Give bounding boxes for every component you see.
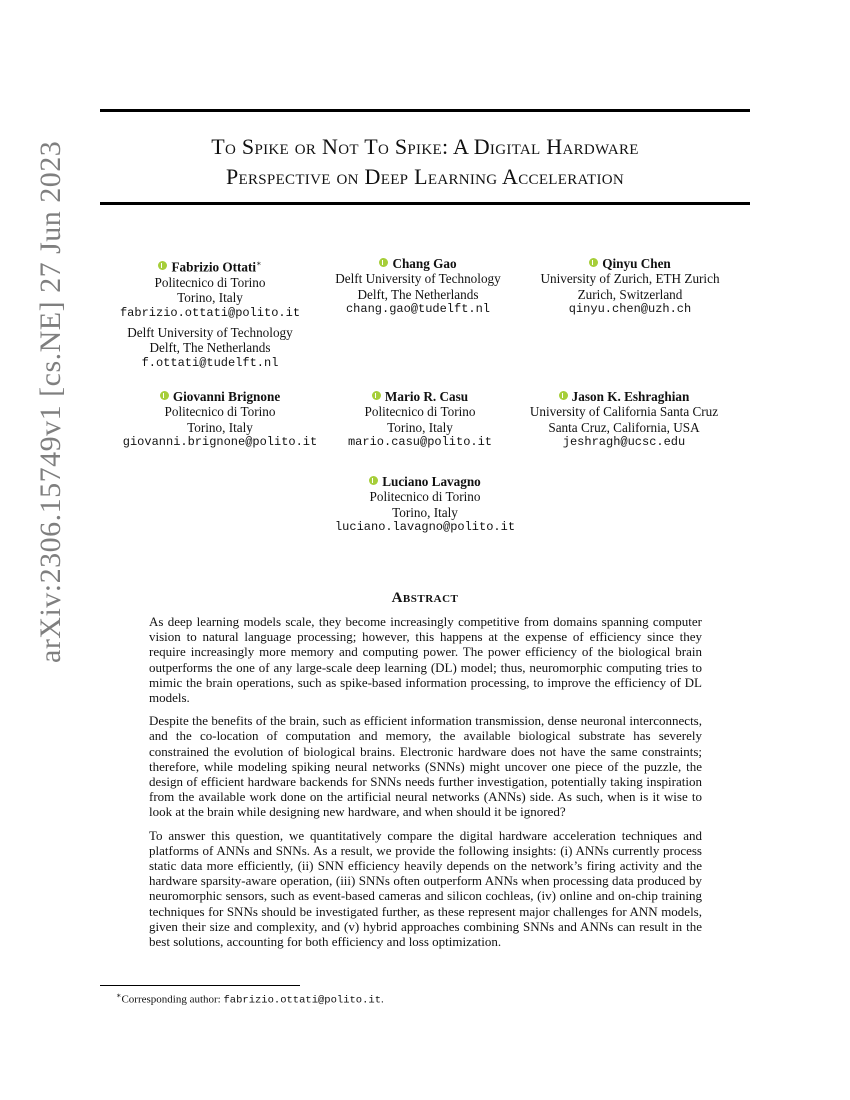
author-location: Torino, Italy	[187, 419, 253, 435]
orcid-icon[interactable]	[160, 391, 169, 400]
author-email[interactable]: luciano.lavagno@polito.it	[334, 520, 516, 535]
footnote-end: .	[381, 993, 384, 1006]
author-affiliation: Politecnico di Torino	[164, 404, 276, 420]
author-affiliation: Politecnico di Torino	[369, 489, 481, 505]
footnote-text: Corresponding author:	[121, 993, 224, 1006]
author-name: Chang Gao	[392, 256, 457, 271]
orcid-icon[interactable]	[379, 258, 388, 267]
author-location: Torino, Italy	[392, 504, 458, 520]
orcid-icon[interactable]	[372, 391, 381, 400]
footnote-mark: ∗	[116, 991, 122, 1000]
author-location: Delft, The Netherlands	[149, 340, 271, 356]
author-email[interactable]: chang.gao@tudelft.nl	[345, 302, 491, 317]
author-affiliation: Politecnico di Torino	[364, 404, 476, 420]
footnote-rule	[100, 985, 300, 986]
author-email[interactable]: fabrizio.ottati@polito.it	[119, 305, 301, 320]
author-block-chen	[530, 256, 730, 318]
abstract-heading: Abstract	[391, 590, 459, 606]
author-name: Fabrizio Ottati	[171, 259, 257, 275]
author-location: Torino, Italy	[387, 419, 453, 435]
orcid-icon[interactable]	[158, 261, 167, 270]
author-affiliation: University of California Santa Cruz	[529, 404, 719, 420]
author-block-eshraghian	[516, 389, 732, 451]
abstract-paragraph: To answer this question, we quantitatively compare the digital hardware acceleration techniques and platforms of ANNs and SNNs. As a result, we provide the following insights: (i) ANNs currently process static data more efficiently, (ii) SNN efficiency heavily depends on the network’s firing activity and the hardware sparsity-aware operation, (iii) SNNs often outperform ANNs when processing data produced by neuromorphic sensors, such as event-based cameras and silicon cochleas, (iv) online and on-chip training techniques for SNNs should be investigated further, as these represent major challenges for ANN models, given their size and complexity, and (v) hybrid approaches combining SNNs and ANNs can result in the best solutions, accounting for both efficiency and loss optimization.	[149, 827, 702, 950]
orcid-icon[interactable]	[589, 258, 598, 267]
orcid-icon[interactable]	[369, 476, 378, 485]
corresponding-mark: ∗	[256, 259, 262, 268]
author-affiliation: University of Zurich, ETH Zurich	[540, 271, 720, 287]
title-line-1: To Spike or Not To Spike: A Digital Hardware	[211, 134, 639, 159]
abstract-paragraph: Despite the benefits of the brain, such as efficient information transmission, dense neuronal interconnects, and the co-location of computation and memory, the available biological substrate has severely constrained the evolution of biological brains. Electronic hardware does not have the same constraints; therefore, while modeling spiking neural networks (SNNs) might uncover one piece of the puzzle, the design of efficient hardware backends for SNNs needs further investigation, potentially taking inspiration from the available work done on the artificial neural networks (ANNs) side. As such, when is it wise to look at the brain while designing new hardware, and when should it be ignored?	[149, 713, 702, 820]
title-line-2: Perspective on Deep Learning Acceleration	[225, 164, 625, 189]
orcid-icon[interactable]	[559, 391, 568, 400]
author-location: Santa Cruz, California, USA	[548, 419, 700, 435]
title-rule-top	[100, 109, 750, 112]
author-name: Jason K. Eshraghian	[571, 389, 690, 404]
footnote	[116, 991, 384, 1007]
title-rule-bottom	[100, 202, 750, 205]
abstract-body	[149, 614, 702, 957]
author-name: Luciano Lavagno	[382, 474, 481, 489]
author-block-casu	[320, 389, 520, 451]
author-block-brignone	[120, 389, 320, 451]
author-affiliation: Delft University of Technology	[127, 325, 293, 341]
author-block-ottati	[110, 256, 310, 371]
arxiv-identifier: arXiv:2306.15749v1 [cs.NE] 27 Jun 2023	[34, 140, 67, 663]
author-email[interactable]: qinyu.chen@uzh.ch	[568, 302, 692, 317]
author-location: Torino, Italy	[177, 290, 243, 306]
author-email[interactable]: f.ottati@tudelft.nl	[141, 355, 279, 370]
author-name: Qinyu Chen	[602, 256, 671, 271]
author-location: Zurich, Switzerland	[577, 286, 683, 302]
author-email[interactable]: mario.casu@polito.it	[347, 435, 493, 450]
author-email[interactable]: giovanni.brignone@polito.it	[122, 435, 318, 450]
author-name: Mario R. Casu	[384, 389, 469, 404]
author-block-lavagno	[325, 474, 525, 536]
author-name: Giovanni Brignone	[172, 389, 281, 404]
author-email[interactable]: jeshragh@ucsc.edu	[562, 435, 686, 450]
footnote-email[interactable]: fabrizio.ottati@polito.it	[223, 994, 382, 1007]
author-block-gao	[318, 256, 518, 318]
paper-title	[100, 132, 750, 192]
author-location: Delft, The Netherlands	[357, 286, 479, 302]
author-affiliation: Delft University of Technology	[335, 271, 501, 287]
abstract-paragraph: As deep learning models scale, they become increasingly competitive from domains spanning computer vision to natural language processing; however, this happens at the expense of efficiency since they require increasingly more memory and computing power. The power efficiency of the biological brain outperforms the one of any large-scale deep learning (DL) model; thus, neuromorphic computing tries to mimic the brain operations, such as spike-based information processing, to improve the efficiency of DL models.	[149, 614, 702, 706]
author-affiliation: Politecnico di Torino	[154, 274, 266, 290]
